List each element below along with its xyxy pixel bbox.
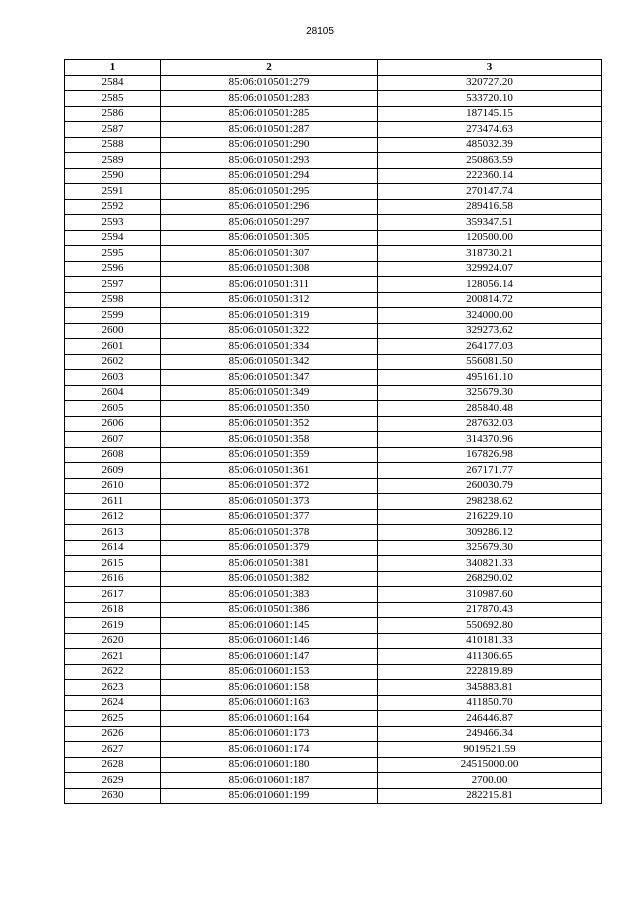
value-cell: 167826.98: [378, 447, 602, 463]
cadastral-number-cell: 85:06:010501:352: [161, 416, 378, 432]
row-number-cell: 2608: [65, 447, 161, 463]
value-cell: 9019521.59: [378, 742, 602, 758]
value-cell: 2700.00: [378, 773, 602, 789]
cadastral-number-cell: 85:06:010501:322: [161, 323, 378, 339]
table-row: [65, 680, 602, 696]
value-cell: 550692.80: [378, 618, 602, 634]
cadastral-number-cell: 85:06:010501:296: [161, 199, 378, 215]
table-row: [65, 323, 602, 339]
value-cell: 298238.62: [378, 494, 602, 510]
cadastral-number-cell: 85:06:010501:361: [161, 463, 378, 479]
cadastral-number-cell: 85:06:010501:386: [161, 602, 378, 618]
row-number-cell: 2618: [65, 602, 161, 618]
row-number-cell: 2605: [65, 401, 161, 417]
cadastral-number-cell: 85:06:010601:153: [161, 664, 378, 680]
row-number-cell: 2590: [65, 168, 161, 184]
cadastral-number-cell: 85:06:010601:163: [161, 695, 378, 711]
row-number-cell: 2603: [65, 370, 161, 386]
row-number-cell: 2625: [65, 711, 161, 727]
row-number-cell: 2623: [65, 680, 161, 696]
table-row: [65, 633, 602, 649]
table-row: [65, 695, 602, 711]
cadastral-number-cell: 85:06:010501:350: [161, 401, 378, 417]
value-cell: 285840.48: [378, 401, 602, 417]
table-row: [65, 153, 602, 169]
table-row: [65, 230, 602, 246]
table-row: [65, 339, 602, 355]
cadastral-number-cell: 85:06:010601:164: [161, 711, 378, 727]
value-cell: 345883.81: [378, 680, 602, 696]
table-row: [65, 91, 602, 107]
row-number-cell: 2606: [65, 416, 161, 432]
cadastral-number-cell: 85:06:010501:378: [161, 525, 378, 541]
row-number-cell: 2620: [65, 633, 161, 649]
table-row: [65, 354, 602, 370]
cadastral-number-cell: 85:06:010501:305: [161, 230, 378, 246]
row-number-cell: 2628: [65, 757, 161, 773]
value-cell: 411306.65: [378, 649, 602, 665]
table-row: [65, 385, 602, 401]
value-cell: 217870.43: [378, 602, 602, 618]
cadastral-number-cell: 85:06:010601:187: [161, 773, 378, 789]
column-header-2: 2: [161, 60, 378, 76]
row-number-cell: 2595: [65, 246, 161, 262]
row-number-cell: 2591: [65, 184, 161, 200]
value-cell: 485032.39: [378, 137, 602, 153]
cadastral-number-cell: 85:06:010501:294: [161, 168, 378, 184]
cadastral-number-cell: 85:06:010501:349: [161, 385, 378, 401]
value-cell: 264177.03: [378, 339, 602, 355]
cadastral-number-cell: 85:06:010501:295: [161, 184, 378, 200]
value-cell: 340821.33: [378, 556, 602, 572]
row-number-cell: 2589: [65, 153, 161, 169]
table-row: [65, 773, 602, 789]
value-cell: 359347.51: [378, 215, 602, 231]
table-row: [65, 168, 602, 184]
row-number-cell: 2601: [65, 339, 161, 355]
column-header-1: 1: [65, 60, 161, 76]
table-header-row: [65, 60, 602, 76]
value-cell: 329273.62: [378, 323, 602, 339]
table-row: [65, 432, 602, 448]
value-cell: 246446.87: [378, 711, 602, 727]
table-row: [65, 649, 602, 665]
row-number-cell: 2584: [65, 75, 161, 91]
cadastral-number-cell: 85:06:010601:146: [161, 633, 378, 649]
value-cell: 260030.79: [378, 478, 602, 494]
table-row: [65, 447, 602, 463]
row-number-cell: 2621: [65, 649, 161, 665]
value-cell: 200814.72: [378, 292, 602, 308]
table-row: [65, 246, 602, 262]
table-row: [65, 261, 602, 277]
row-number-cell: 2594: [65, 230, 161, 246]
row-number-cell: 2607: [65, 432, 161, 448]
cadastral-number-cell: 85:06:010501:377: [161, 509, 378, 525]
cadastral-number-cell: 85:06:010501:382: [161, 571, 378, 587]
table-row: [65, 370, 602, 386]
table-row: [65, 137, 602, 153]
value-cell: 222819.89: [378, 664, 602, 680]
cadastral-number-cell: 85:06:010601:180: [161, 757, 378, 773]
page-number: 28105: [306, 26, 334, 37]
value-cell: 314370.96: [378, 432, 602, 448]
row-number-cell: 2619: [65, 618, 161, 634]
table-row: [65, 463, 602, 479]
row-number-cell: 2624: [65, 695, 161, 711]
value-cell: 320727.20: [378, 75, 602, 91]
cadastral-number-cell: 85:06:010501:359: [161, 447, 378, 463]
table-row: [65, 509, 602, 525]
row-number-cell: 2588: [65, 137, 161, 153]
row-number-cell: 2585: [65, 91, 161, 107]
table-row: [65, 788, 602, 804]
value-cell: 495161.10: [378, 370, 602, 386]
row-number-cell: 2630: [65, 788, 161, 804]
table-row: [65, 602, 602, 618]
table-row: [65, 556, 602, 572]
cadastral-number-cell: 85:06:010501:334: [161, 339, 378, 355]
table-row: [65, 711, 602, 727]
cadastral-number-cell: 85:06:010601:173: [161, 726, 378, 742]
value-cell: 309286.12: [378, 525, 602, 541]
column-header-3: 3: [378, 60, 602, 76]
value-cell: 216229.10: [378, 509, 602, 525]
value-cell: 318730.21: [378, 246, 602, 262]
cadastral-number-cell: 85:06:010601:199: [161, 788, 378, 804]
table-row: [65, 494, 602, 510]
row-number-cell: 2626: [65, 726, 161, 742]
value-cell: 289416.58: [378, 199, 602, 215]
table-row: [65, 540, 602, 556]
row-number-cell: 2622: [65, 664, 161, 680]
cadastral-number-cell: 85:06:010501:287: [161, 122, 378, 138]
table-row: [65, 571, 602, 587]
row-number-cell: 2593: [65, 215, 161, 231]
cadastral-number-cell: 85:06:010501:373: [161, 494, 378, 510]
value-cell: 222360.14: [378, 168, 602, 184]
row-number-cell: 2627: [65, 742, 161, 758]
value-cell: 410181.33: [378, 633, 602, 649]
row-number-cell: 2614: [65, 540, 161, 556]
table-row: [65, 184, 602, 200]
value-cell: 270147.74: [378, 184, 602, 200]
cadastral-number-cell: 85:06:010501:319: [161, 308, 378, 324]
row-number-cell: 2596: [65, 261, 161, 277]
row-number-cell: 2617: [65, 587, 161, 603]
table-row: [65, 587, 602, 603]
cadastral-number-cell: 85:06:010501:347: [161, 370, 378, 386]
table-row: [65, 742, 602, 758]
row-number-cell: 2602: [65, 354, 161, 370]
cadastral-number-cell: 85:06:010501:283: [161, 91, 378, 107]
row-number-cell: 2598: [65, 292, 161, 308]
table-row: [65, 215, 602, 231]
row-number-cell: 2613: [65, 525, 161, 541]
value-cell: 187145.15: [378, 106, 602, 122]
table-row: [65, 726, 602, 742]
table-row: [65, 199, 602, 215]
table-row: [65, 525, 602, 541]
table-row: [65, 416, 602, 432]
cadastral-number-cell: 85:06:010501:381: [161, 556, 378, 572]
table-row: [65, 122, 602, 138]
value-cell: 325679.30: [378, 540, 602, 556]
value-cell: 325679.30: [378, 385, 602, 401]
table-row: [65, 75, 602, 91]
cadastral-number-cell: 85:06:010501:342: [161, 354, 378, 370]
row-number-cell: 2615: [65, 556, 161, 572]
cadastral-number-cell: 85:06:010501:311: [161, 277, 378, 293]
row-number-cell: 2611: [65, 494, 161, 510]
row-number-cell: 2600: [65, 323, 161, 339]
row-number-cell: 2586: [65, 106, 161, 122]
value-cell: 533720.10: [378, 91, 602, 107]
cadastral-number-cell: 85:06:010501:285: [161, 106, 378, 122]
value-cell: 120500.00: [378, 230, 602, 246]
table-row: [65, 757, 602, 773]
value-cell: 324000.00: [378, 308, 602, 324]
table-row: [65, 664, 602, 680]
value-cell: 411850.70: [378, 695, 602, 711]
cadastral-number-cell: 85:06:010501:293: [161, 153, 378, 169]
table-row: [65, 277, 602, 293]
cadastral-number-cell: 85:06:010601:174: [161, 742, 378, 758]
row-number-cell: 2616: [65, 571, 161, 587]
table-row: [65, 401, 602, 417]
value-cell: 267171.77: [378, 463, 602, 479]
row-number-cell: 2609: [65, 463, 161, 479]
row-number-cell: 2612: [65, 509, 161, 525]
value-cell: 556081.50: [378, 354, 602, 370]
cadastral-number-cell: 85:06:010501:307: [161, 246, 378, 262]
table-row: [65, 308, 602, 324]
cadastral-number-cell: 85:06:010501:290: [161, 137, 378, 153]
value-cell: 24515000.00: [378, 757, 602, 773]
cadastral-number-cell: 85:06:010501:379: [161, 540, 378, 556]
value-cell: 128056.14: [378, 277, 602, 293]
value-cell: 268290.02: [378, 571, 602, 587]
cadastral-number-cell: 85:06:010501:308: [161, 261, 378, 277]
cadastral-number-cell: 85:06:010501:372: [161, 478, 378, 494]
table-row: [65, 292, 602, 308]
row-number-cell: 2610: [65, 478, 161, 494]
value-cell: 310987.60: [378, 587, 602, 603]
value-cell: 273474.63: [378, 122, 602, 138]
cadastral-number-cell: 85:06:010501:297: [161, 215, 378, 231]
table-body: [65, 75, 602, 804]
cadastral-number-cell: 85:06:010501:358: [161, 432, 378, 448]
cadastral-number-cell: 85:06:010601:147: [161, 649, 378, 665]
cadastral-number-cell: 85:06:010601:158: [161, 680, 378, 696]
cadastral-number-cell: 85:06:010601:145: [161, 618, 378, 634]
value-cell: 249466.34: [378, 726, 602, 742]
row-number-cell: 2597: [65, 277, 161, 293]
value-cell: 282215.81: [378, 788, 602, 804]
table-row: [65, 106, 602, 122]
value-cell: 287632.03: [378, 416, 602, 432]
value-cell: 250863.59: [378, 153, 602, 169]
row-number-cell: 2592: [65, 199, 161, 215]
data-table: [64, 59, 602, 804]
cadastral-number-cell: 85:06:010501:383: [161, 587, 378, 603]
table-row: [65, 478, 602, 494]
table-row: [65, 618, 602, 634]
row-number-cell: 2599: [65, 308, 161, 324]
cadastral-number-cell: 85:06:010501:312: [161, 292, 378, 308]
value-cell: 329924.07: [378, 261, 602, 277]
row-number-cell: 2629: [65, 773, 161, 789]
row-number-cell: 2587: [65, 122, 161, 138]
row-number-cell: 2604: [65, 385, 161, 401]
cadastral-number-cell: 85:06:010501:279: [161, 75, 378, 91]
